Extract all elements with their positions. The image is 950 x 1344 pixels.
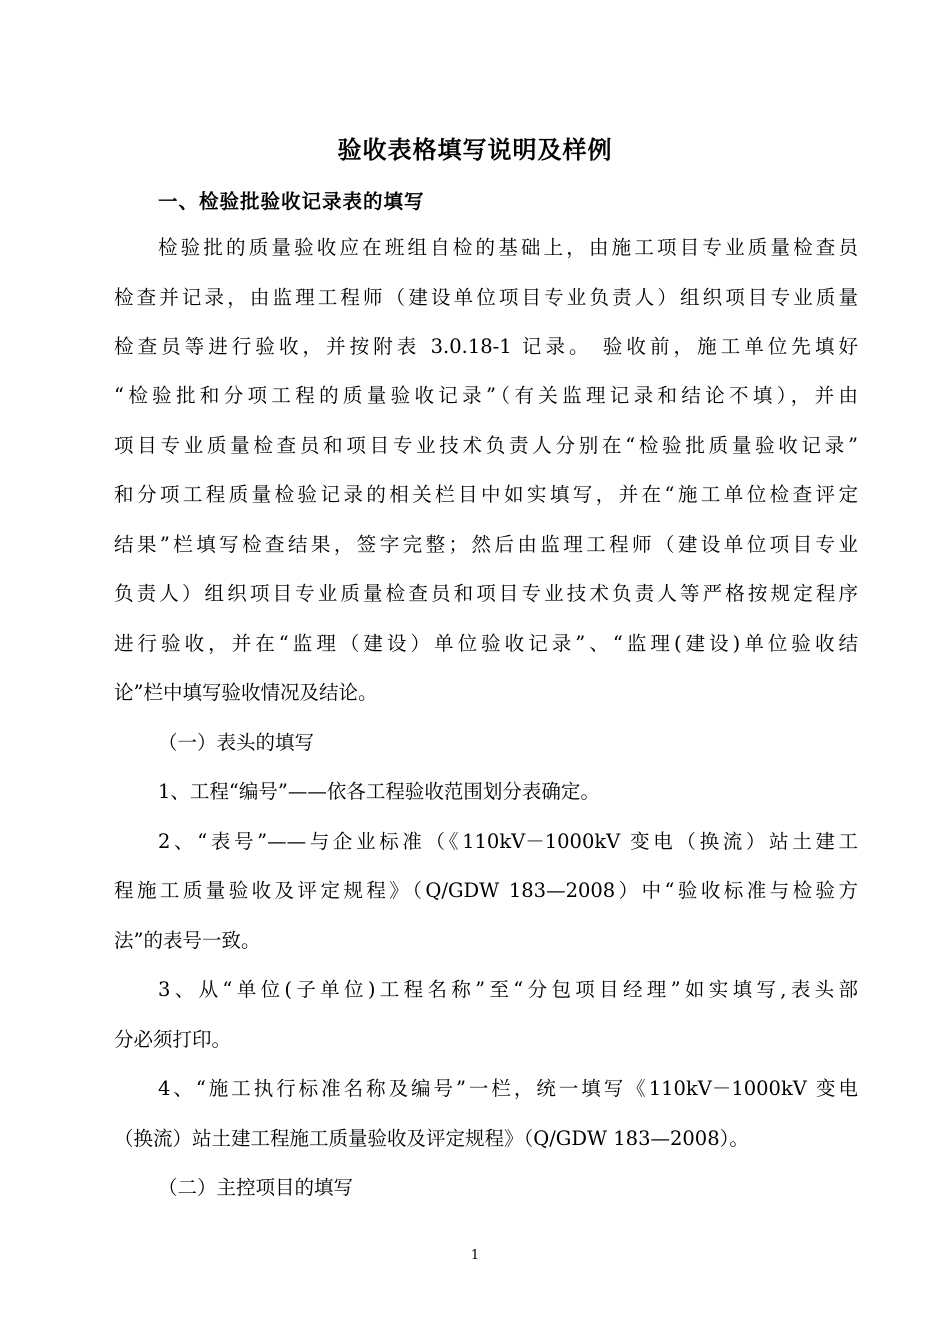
paragraph-line: 检查员等进行验收，并按附表 3.0.18-1 记录。 验收前，施工单位先填好 bbox=[114, 335, 858, 358]
paragraph-line: 进行验收，并在“监理（建设）单位验收记录”、“监理(建设)单位验收结 bbox=[114, 632, 858, 655]
list-item-1: 1、工程“编号”——依各工程验收范围划分表确定。 bbox=[158, 780, 600, 803]
list-item-4-line: （换流）站土建工程施工质量验收及评定规程》（Q/GDW 183—2008）。 bbox=[114, 1127, 749, 1150]
list-item-2-line: 法”的表号一致。 bbox=[114, 929, 261, 952]
section-heading: 一、检验批验收记录表的填写 bbox=[158, 190, 425, 213]
paragraph-line: 结果”栏填写检查结果，签字完整；然后由监理工程师（建设单位项目专业 bbox=[114, 533, 858, 556]
paragraph-line: 项目专业质量检查员和项目专业技术负责人分别在“检验批质量验收记录” bbox=[114, 434, 858, 457]
paragraph-line: “检验批和分项工程的质量验收记录”（有关监理记录和结论不填），并由 bbox=[114, 384, 858, 407]
document-title: 验收表格填写说明及样例 bbox=[337, 135, 613, 164]
list-item-3: 3、从“单位(子单位)工程名称”至“分包项目经理”如实填写,表头部 bbox=[158, 978, 858, 1001]
list-item-4: 4、“施工执行标准名称及编号”一栏，统一填写《110kV－1000kV 变电 bbox=[158, 1077, 858, 1100]
paragraph-line: 检验批的质量验收应在班组自检的基础上，由施工项目专业质量检查员 bbox=[158, 236, 858, 259]
subheading-header-fill: （一）表头的填写 bbox=[158, 731, 315, 754]
subheading-main-control: （二）主控项目的填写 bbox=[158, 1176, 354, 1199]
list-item-3-line: 分必须打印。 bbox=[114, 1028, 232, 1051]
paragraph-line: 检查并记录，由监理工程师（建设单位项目专业负责人）组织项目专业质量 bbox=[114, 286, 858, 309]
paragraph-line: 论”栏中填写验收情况及结论。 bbox=[114, 681, 378, 704]
paragraph-line: 和分项工程质量检验记录的相关栏目中如实填写，并在“施工单位检查评定 bbox=[114, 483, 858, 506]
paragraph-line: 负责人）组织项目专业质量检查员和项目专业技术负责人等严格按规定程序 bbox=[114, 582, 858, 605]
list-item-2-line: 程施工质量验收及评定规程》（Q/GDW 183—2008）中“验收标准与检验方 bbox=[114, 879, 858, 902]
page-number: 1 bbox=[470, 1248, 480, 1263]
list-item-2: 2、“表号”——与企业标准（《110kV－1000kV 变电（换流）站土建工 bbox=[158, 830, 858, 853]
